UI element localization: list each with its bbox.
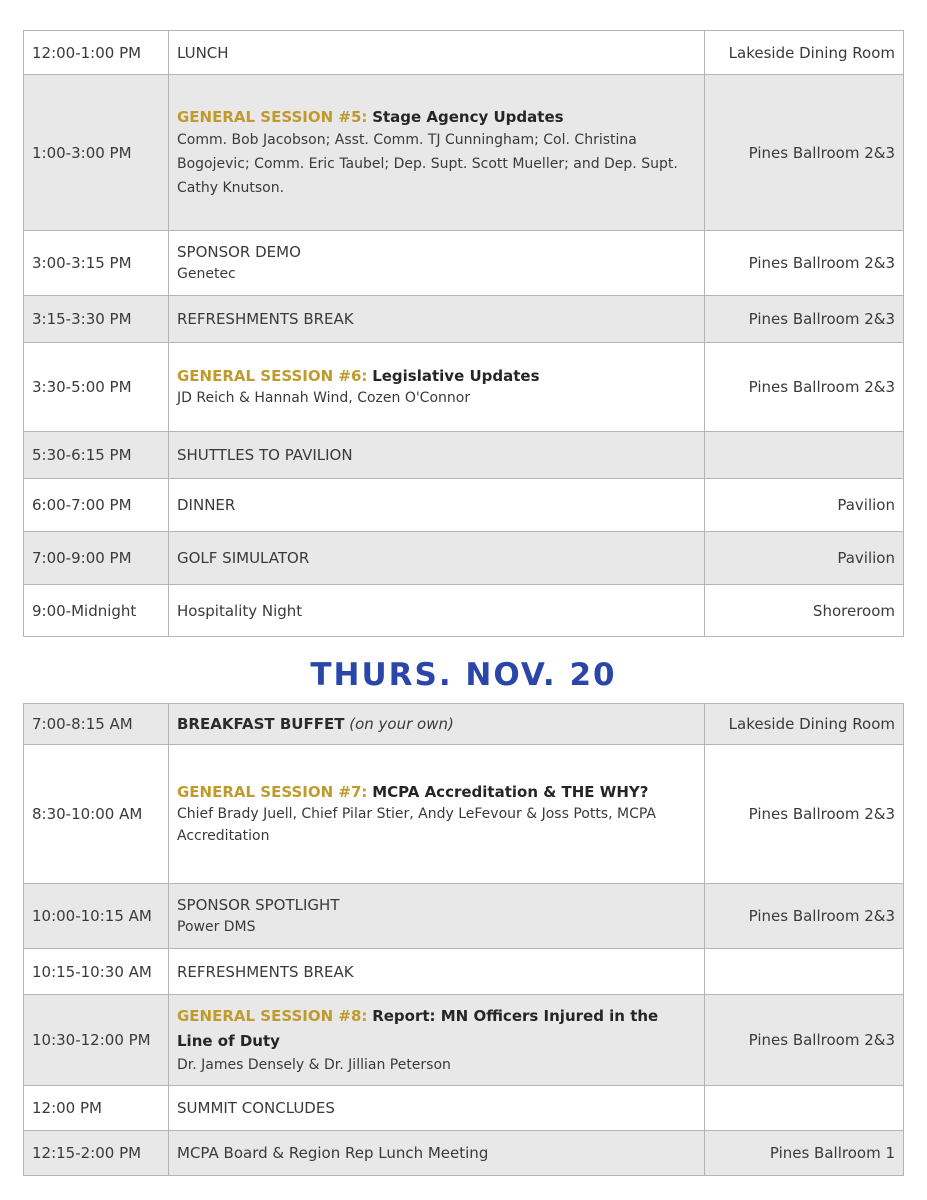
time-cell: 3:30-5:00 PM <box>24 343 169 432</box>
location-cell <box>705 1086 904 1131</box>
thursday-schedule-table <box>23 703 904 1176</box>
event-cell: REFRESHMENTS BREAK <box>169 296 705 343</box>
location-cell: Pines Ballroom 2&3 <box>705 75 904 231</box>
time-cell: 5:30-6:15 PM <box>24 432 169 479</box>
event-cell: SHUTTLES TO PAVILION <box>169 432 705 479</box>
schedule-row <box>24 995 904 1086</box>
session-speakers: JD Reich & Hannah Wind, Cozen O'Connor <box>177 390 471 406</box>
schedule-row <box>24 704 904 745</box>
schedule-row <box>24 343 904 432</box>
schedule-row <box>24 31 904 75</box>
session-speakers: Comm. Bob Jacobson; Asst. Comm. TJ Cunningham; Col. Christina Bogojevic; Comm. Eric Taubel; Dep. Supt. Scott Mueller; and Dep. Supt. Cathy Knutson. <box>177 131 678 196</box>
location-cell: Shoreroom <box>705 585 904 637</box>
session-speakers: Chief Brady Juell, Chief Pilar Stier, Andy LeFevour & Joss Potts, MCPA Accreditation <box>177 806 656 844</box>
schedule-row <box>24 884 904 949</box>
schedule-row <box>24 532 904 585</box>
location-cell: Pines Ballroom 2&3 <box>705 231 904 296</box>
location-cell: Pines Ballroom 1 <box>705 1131 904 1176</box>
session-speakers: Dr. James Densely & Dr. Jillian Peterson <box>177 1057 451 1073</box>
event-cell: LUNCH <box>169 31 705 75</box>
event-cell: SUMMIT CONCLUDES <box>169 1086 705 1131</box>
time-cell: 10:30-12:00 PM <box>24 995 169 1086</box>
event-cell <box>169 704 705 745</box>
location-cell: Pines Ballroom 2&3 <box>705 884 904 949</box>
schedule-row <box>24 432 904 479</box>
time-cell: 3:00-3:15 PM <box>24 231 169 296</box>
location-cell: Pines Ballroom 2&3 <box>705 995 904 1086</box>
time-cell: 12:15-2:00 PM <box>24 1131 169 1176</box>
event-cell <box>169 995 705 1086</box>
time-cell: 10:00-10:15 AM <box>24 884 169 949</box>
location-cell: Lakeside Dining Room <box>705 31 904 75</box>
session-label: GENERAL SESSION #5: <box>177 107 368 126</box>
session-title: MCPA Accreditation & THE WHY? <box>372 783 649 801</box>
schedule-row <box>24 1086 904 1131</box>
session-label: GENERAL SESSION #6: <box>177 367 368 385</box>
event-cell: Hospitality Night <box>169 585 705 637</box>
event-title: SPONSOR SPOTLIGHT <box>177 896 340 914</box>
location-cell: Lakeside Dining Room <box>705 704 904 745</box>
session-title: Report: MN Officers Injured in the Line of Duty <box>177 1007 659 1050</box>
session-label: GENERAL SESSION #8: <box>177 1007 368 1025</box>
wednesday-schedule-table <box>23 30 904 637</box>
event-cell: DINNER <box>169 479 705 532</box>
event-title: BREAKFAST BUFFET <box>177 715 345 733</box>
location-cell: Pines Ballroom 2&3 <box>705 745 904 884</box>
schedule-row <box>24 745 904 884</box>
time-cell: 1:00-3:00 PM <box>24 75 169 231</box>
time-cell: 7:00-8:15 AM <box>24 704 169 745</box>
time-cell: 10:15-10:30 AM <box>24 949 169 995</box>
event-cell: GOLF SIMULATOR <box>169 532 705 585</box>
time-cell: 12:00-1:00 PM <box>24 31 169 75</box>
location-cell <box>705 949 904 995</box>
time-cell: 6:00-7:00 PM <box>24 479 169 532</box>
schedule-row <box>24 949 904 995</box>
event-cell <box>169 343 705 432</box>
schedule-row <box>24 75 904 231</box>
session-title: Stage Agency Updates <box>372 107 564 126</box>
time-cell: 8:30-10:00 AM <box>24 745 169 884</box>
event-cell <box>169 884 705 949</box>
event-cell <box>169 231 705 296</box>
session-label: GENERAL SESSION #7: <box>177 783 368 801</box>
location-cell: Pines Ballroom 2&3 <box>705 296 904 343</box>
event-sponsor: Genetec <box>177 266 236 282</box>
event-cell <box>169 745 705 884</box>
schedule-row <box>24 1131 904 1176</box>
event-cell <box>169 75 705 231</box>
session-title: Legislative Updates <box>372 367 540 385</box>
time-cell: 9:00-Midnight <box>24 585 169 637</box>
event-cell: MCPA Board & Region Rep Lunch Meeting <box>169 1131 705 1176</box>
schedule-row <box>24 585 904 637</box>
event-sponsor: Power DMS <box>177 919 256 935</box>
location-cell: Pavilion <box>705 479 904 532</box>
time-cell: 7:00-9:00 PM <box>24 532 169 585</box>
location-cell: Pines Ballroom 2&3 <box>705 343 904 432</box>
day-heading: THURS. NOV. 20 <box>310 657 617 693</box>
time-cell: 12:00 PM <box>24 1086 169 1131</box>
event-note: (on your own) <box>349 715 454 733</box>
time-cell: 3:15-3:30 PM <box>24 296 169 343</box>
event-title: SPONSOR DEMO <box>177 243 301 261</box>
event-cell: REFRESHMENTS BREAK <box>169 949 705 995</box>
schedule-row <box>24 479 904 532</box>
location-cell: Pavilion <box>705 532 904 585</box>
location-cell <box>705 432 904 479</box>
schedule-row <box>24 296 904 343</box>
schedule-row <box>24 231 904 296</box>
